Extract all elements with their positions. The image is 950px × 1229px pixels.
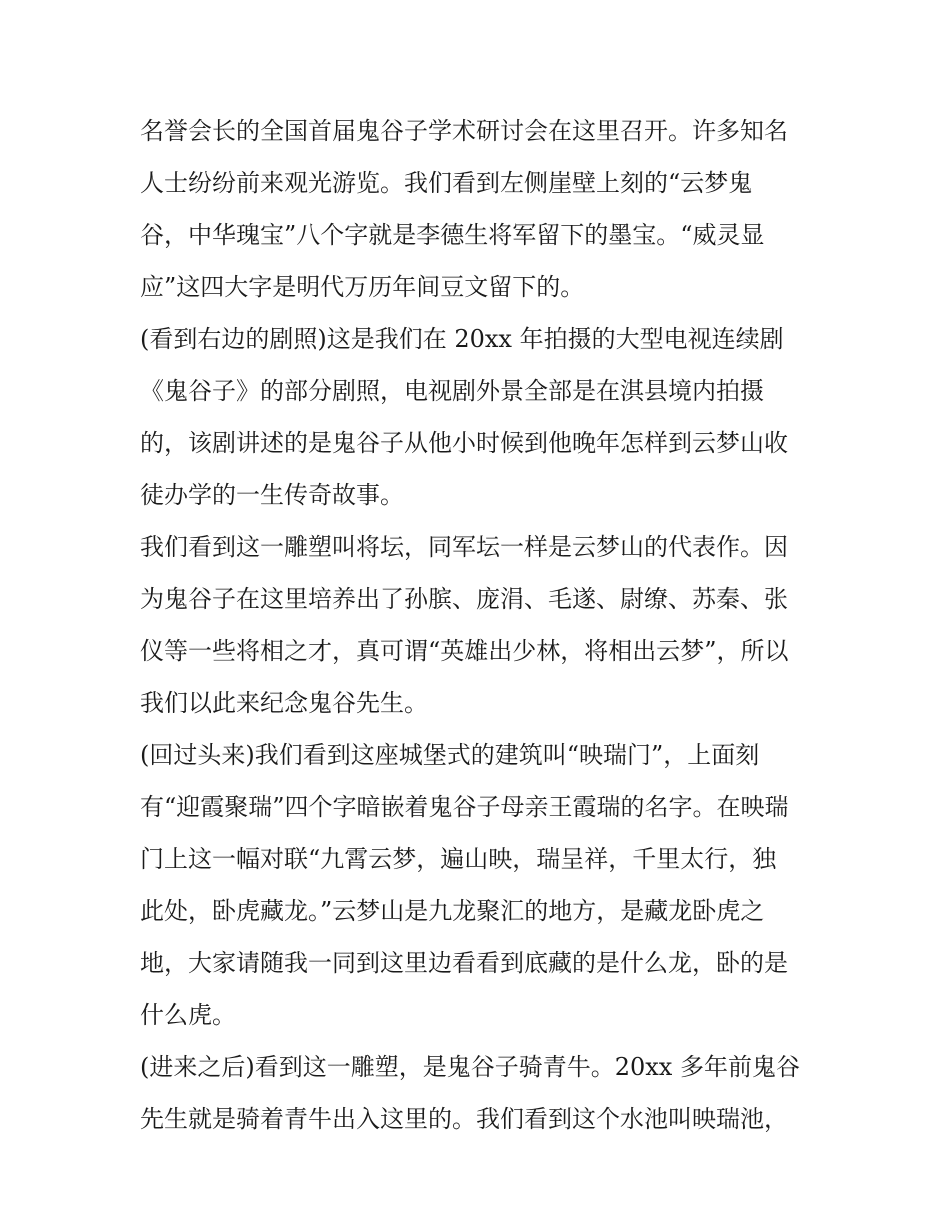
- text-line: 应”这四大字是明代万历年间豆文留下的。: [140, 273, 585, 301]
- text-line: 什么虎。: [140, 1001, 236, 1029]
- text-line: 谷，中华瑰宝”八个字就是李德生将军留下的墨宝。“威灵显: [140, 221, 765, 249]
- text-line: 的，该剧讲述的是鬼谷子从他小时候到他晚年怎样到云梦山收: [140, 429, 788, 457]
- text-line: 地，大家请随我一同到这里边看看到底藏的是什么龙，卧的是: [140, 949, 788, 977]
- text-line: 我们看到这一雕塑叫将坛，同军坛一样是云梦山的代表作。因: [140, 533, 788, 561]
- text-line: (进来之后)看到这一雕塑，是鬼谷子骑青牛。20xx 多年前鬼谷: [140, 1053, 800, 1081]
- text-line: 有“迎霞聚瑞”四个字暗嵌着鬼谷子母亲王霞瑞的名字。在映瑞: [140, 793, 789, 821]
- text-line: 先生就是骑着青牛出入这里的。我们看到这个水池叫映瑞池，: [140, 1105, 788, 1133]
- text-line: (看到右边的剧照)这是我们在 20xx 年拍摄的大型电视连续剧: [140, 325, 784, 353]
- text-line: 门上这一幅对联“九霄云梦，遍山映，瑞呈祥，千里太行，独: [140, 845, 777, 873]
- text-line: 《鬼谷子》的部分剧照，电视剧外景全部是在淇县境内拍摄: [140, 377, 764, 405]
- text-line: 仪等一些将相之才，真可谓“英雄出少林，将相出云梦”，所以: [140, 637, 789, 665]
- text-line: 我们以此来纪念鬼谷先生。: [140, 689, 428, 717]
- text-line: 人士纷纷前来观光游览。我们看到左侧崖壁上刻的“云梦鬼: [140, 169, 753, 197]
- text-line: 名誉会长的全国首届鬼谷子学术研讨会在这里召开。许多知名: [140, 117, 788, 145]
- text-line: 为鬼谷子在这里培养出了孙膑、庞涓、毛遂、尉缭、苏秦、张: [140, 585, 788, 613]
- text-line: 此处，卧虎藏龙。”云梦山是九龙聚汇的地方，是藏龙卧虎之: [140, 897, 765, 925]
- text-line: (回过头来)我们看到这座城堡式的建筑叫“映瑞门”，上面刻: [140, 741, 760, 769]
- text-line: 徒办学的一生传奇故事。: [140, 481, 404, 509]
- body-text: [140, 105, 820, 1145]
